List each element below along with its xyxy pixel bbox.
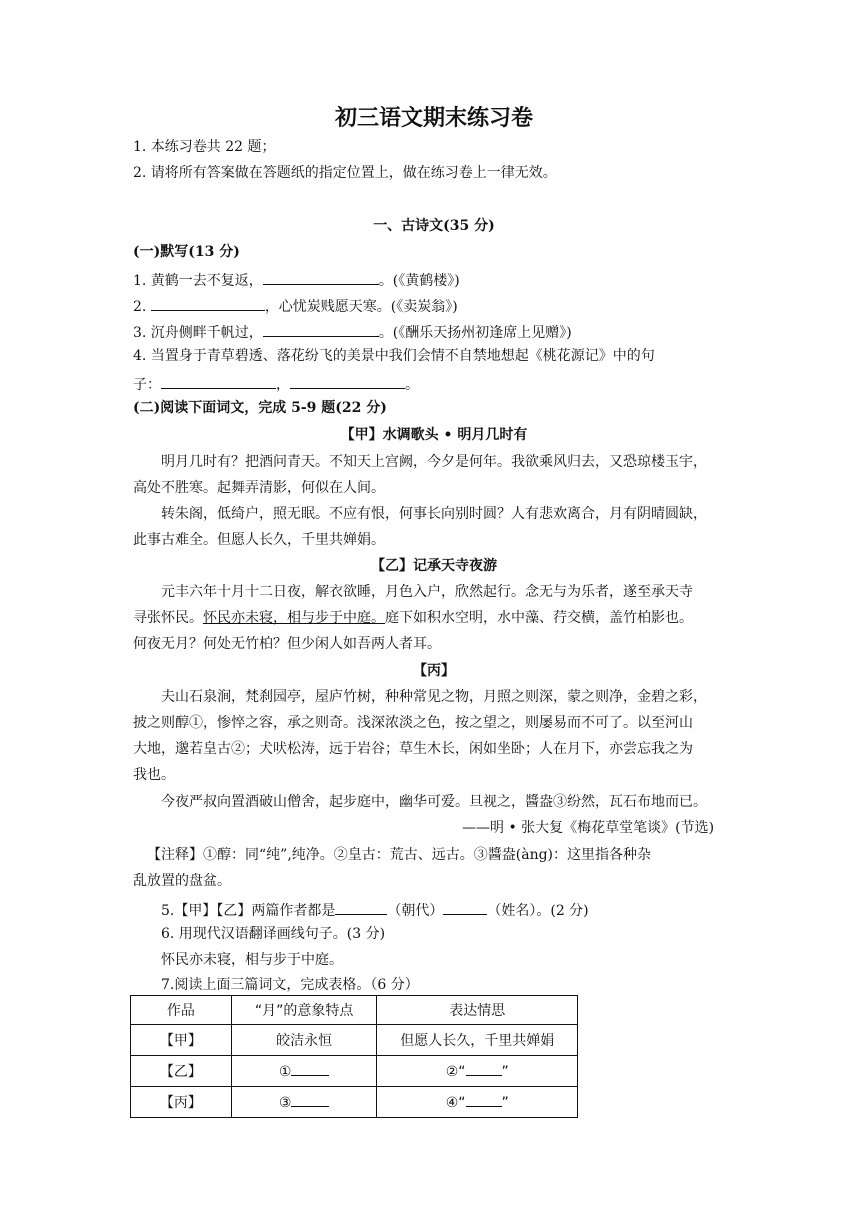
jia-line-4: 此事古难全。但愿人长久，千里共婵娟。 [133, 532, 385, 548]
bing-line-3: 大地，邈若皇古②；犬吠松涛，远于岩谷；草生木长，闲如坐卧；人在月下，亦尝忘我之为 [133, 741, 693, 757]
question-5 [161, 901, 589, 918]
table-header-emotion: 表达情思 [377, 996, 578, 1025]
emotion-blank[interactable] [466, 1094, 502, 1107]
q3-blank[interactable] [263, 323, 379, 337]
table-cell-feature[interactable] [231, 1087, 377, 1118]
feature-blank[interactable] [291, 1063, 329, 1076]
q5-blank-name[interactable] [443, 901, 487, 915]
q4-blank-1[interactable] [161, 375, 276, 389]
table-row [131, 1025, 578, 1056]
yi-line-2 [133, 611, 693, 625]
q3-source: 。(《酬乐天扬州初逢席上见赠》) [378, 325, 572, 341]
table-cell-emotion[interactable] [377, 1087, 578, 1118]
closing-quote: ” [501, 1063, 509, 1080]
q5-blank-dynasty[interactable] [335, 901, 387, 915]
bing-line-5: 今夜严叔向置酒破山僧舍，起步庭中，幽华可爱。旦视之，醬盎③纷然，瓦石布地而已。 [161, 794, 707, 810]
table-cell-work: 【甲】 [131, 1025, 232, 1056]
jia-title: 【甲】水调歌头 • 明月几时有 [340, 427, 528, 443]
blank-number: ②“ [445, 1063, 466, 1080]
jia-line-2: 高处不胜寒。起舞弄清影，何似在人间。 [133, 480, 385, 496]
bing-source: ——明 • 张大复《梅花草堂笔谈》(节选) [462, 820, 715, 836]
note-1: 1. 本练习卷共 22 题； [133, 139, 276, 155]
q3-text: 3. 沉舟侧畔千帆过， [133, 325, 263, 341]
table-cell-emotion: 但愿人长久，千里共婵娟 [377, 1025, 578, 1056]
bing-line-2: 披之则醇①，惨悴之容，承之则奇。浅深浓淡之色，按之望之，则屡易而不可了。以至河山 [133, 715, 693, 731]
yi-underlined-sentence: 怀民亦未寝，相与步于中庭。 [203, 610, 385, 626]
jia-line-3: 转朱阁，低绮户，照无眠。不应有恨，何事长向别时圆？人有悲欢离合，月有阴晴圆缺， [161, 506, 707, 522]
question-2 [133, 297, 458, 314]
annotation-line-1: 【注释】①醇：同“纯”,纯净。②皇古：荒古、远古。③醬盎(àng)：这里指各种杂 [147, 847, 652, 863]
emotion-blank[interactable] [466, 1063, 502, 1076]
q1-blank[interactable] [263, 271, 379, 285]
q4-period: 。 [405, 377, 419, 393]
q2-blank[interactable] [151, 297, 265, 311]
q5-name-label: （姓名）。(2 分) [487, 903, 589, 919]
q2-number: 2. [133, 299, 151, 315]
question-3 [133, 323, 572, 340]
question-7: 7.阅读上面三篇词文，完成表格。（6 分） [161, 977, 419, 993]
q4-prefix: 子： [133, 377, 161, 393]
table-cell-emotion[interactable] [377, 1056, 578, 1087]
yi-line-3: 何夜无月？何处无竹柏？但少闲人如吾两人者耳。 [133, 636, 441, 652]
q4-blank-2[interactable] [290, 375, 405, 389]
closing-quote: ” [501, 1094, 509, 1111]
page-title: 初三语文期末练习卷 [334, 105, 533, 131]
q2-text: ，心忧炭贱愿天寒。(《卖炭翁》) [264, 299, 458, 315]
question-4-line2 [133, 375, 419, 392]
yi-line-2-post: 庭下如积水空明，水中藻、荇交横，盖竹柏影也。 [385, 610, 693, 626]
bing-title: 【丙】 [413, 663, 455, 679]
part2-heading: (二)阅读下面词文，完成 5-9 题(22 分) [133, 400, 387, 416]
answer-table [130, 995, 578, 1118]
table-cell-work: 【乙】 [131, 1056, 232, 1087]
question-1 [133, 271, 460, 288]
blank-number: ① [278, 1063, 292, 1080]
question-6-sentence: 怀民亦未寝，相与步于中庭。 [161, 952, 343, 968]
annotation-line-2: 乱放置的盘盆。 [133, 873, 231, 889]
q1-source: 。(《黄鹤楼》) [378, 273, 460, 289]
bing-line-1: 夫山石泉涧，梵刹园亭，屋庐竹树，种种常见之物，月照之则深，蒙之则净，金碧之彩， [161, 689, 707, 705]
blank-number: ④“ [445, 1094, 466, 1111]
jia-line-1: 明月几时有？把酒问青天。不知天上宫阙，今夕是何年。我欲乘风归去，又恐琼楼玉宇， [161, 454, 707, 470]
feature-blank[interactable] [291, 1094, 329, 1107]
yi-line-2-pre: 寻张怀民。 [133, 610, 203, 626]
part1-heading: (一)默写(13 分) [133, 244, 240, 260]
table-cell-feature: 皎洁永恒 [231, 1025, 377, 1056]
table-row [131, 1087, 578, 1118]
question-4-line1: 4. 当置身于青草碧透、落花纷飞的美景中我们会情不自禁地想起《桃花源记》中的句 [133, 348, 655, 364]
q1-text: 1. 黄鹤一去不复返， [133, 273, 263, 289]
table-row [131, 1056, 578, 1087]
q5-dynasty-label: （朝代） [387, 903, 444, 919]
table-header-feature: “月”的意象特点 [231, 996, 377, 1025]
section-heading: 一、古诗文(35 分) [373, 218, 495, 234]
bing-line-4: 我也。 [133, 767, 175, 783]
table-header-work: 作品 [131, 996, 232, 1025]
table-cell-feature[interactable] [231, 1056, 377, 1087]
question-6: 6. 用现代汉语翻译画线句子。(3 分) [161, 926, 386, 942]
q5-text: 5.【甲】【乙】两篇作者都是 [161, 903, 336, 919]
q4-comma: ， [276, 377, 290, 393]
table-cell-work: 【丙】 [131, 1087, 232, 1118]
yi-line-1: 元丰六年十月十二日夜，解衣欲睡，月色入户，欣然起行。念无与为乐者，遂至承天寺 [161, 584, 693, 600]
blank-number: ③ [278, 1094, 292, 1111]
note-2: 2. 请将所有答案做在答题纸的指定位置上，做在练习卷上一律无效。 [133, 165, 557, 181]
yi-title: 【乙】记承天寺夜游 [371, 558, 497, 574]
table-header-row [131, 996, 578, 1025]
